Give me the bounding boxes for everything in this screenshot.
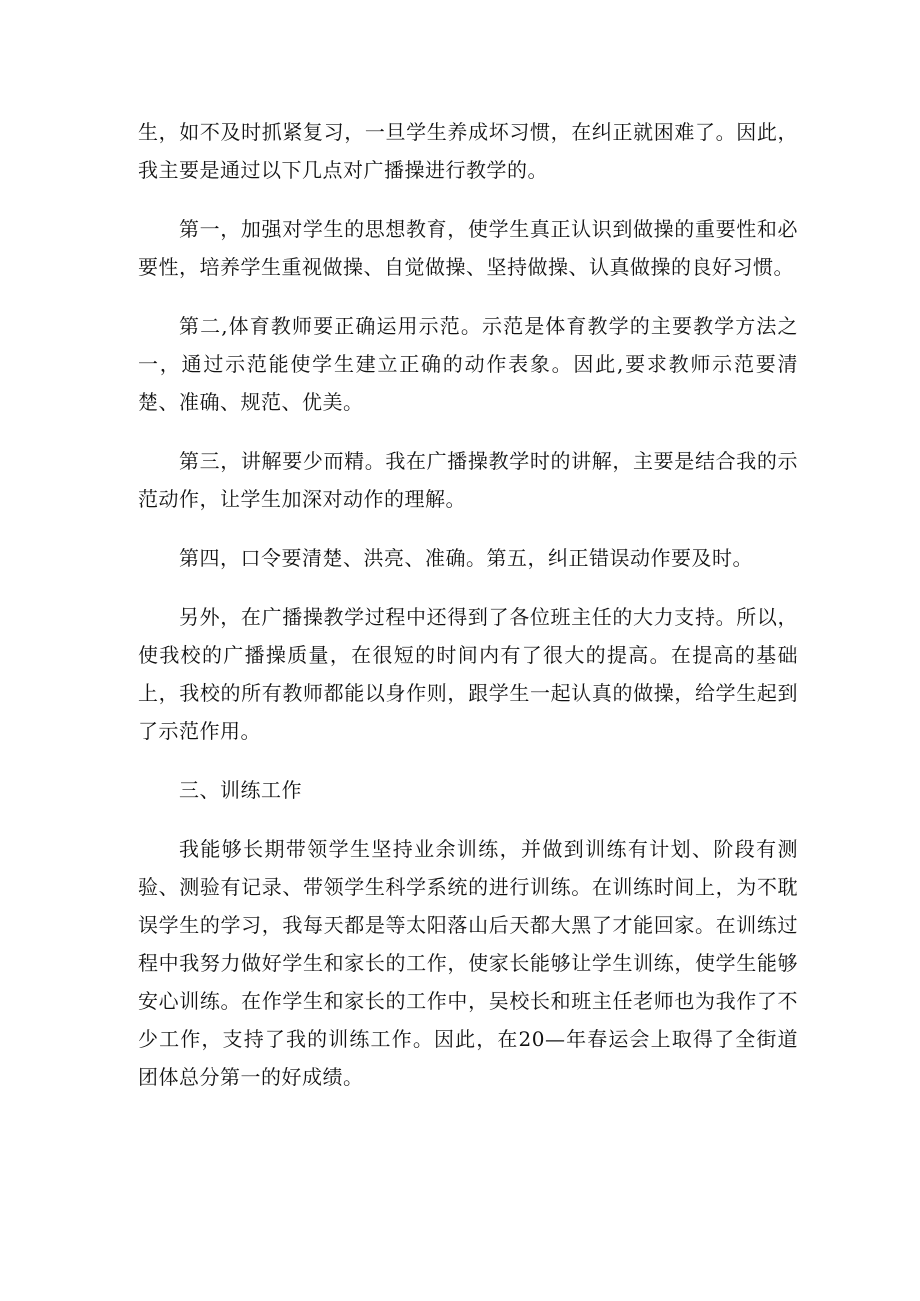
section-heading-training: 三、训练工作 [179, 778, 302, 802]
paragraph-point-two: 第二,体育教师要正确运用示范。示范是体育教学的主要教学方法之一，通过示范能使学生建立正确的动作表象。因此,要求教师示范要清楚、准确、规范、优美。 [138, 314, 798, 414]
paragraph-point-one: 第一，加强对学生的思想教育，使学生真正认识到做操的重要性和必要性，培养学生重视做操、自觉做操、坚持做操、认真做操的良好习惯。 [138, 217, 798, 279]
document-body [138, 113, 798, 1117]
paragraph-training-work: 我能够长期带领学生坚持业余训练，并做到训练有计划、阶段有测验、测验有记录、带领学生科学系统的进行训练。在训练时间上，为不耽误学生的学习，我每天都是等太阳落山后天都大黑了才能回家。在训练过程中我努力做好学生和家长的工作，使家长能够让学生训练，使学生能够安心训练。在作学生和家长的工作中，吴校长和班主任老师也为我作了不少工作，支持了我的训练工作。因此，在20—年春运会上取得了全街道团体总分第一的好成绩。 [138, 837, 798, 1089]
paragraph-point-four-five: 第四，口令要清楚、洪亮、准确。第五，纠正错误动作要及时。 [179, 546, 753, 570]
paragraph-additional-support: 另外，在广播操教学过程中还得到了各位班主任的大力支持。所以，使我校的广播操质量，在很短的时间内有了很大的提高。在提高的基础上，我校的所有教师都能以身作则，跟学生一起认真的做操，给学生起到了示范作用。 [138, 605, 798, 743]
paragraph-continuation: 生，如不及时抓紧复习，一旦学生养成坏习惯，在纠正就困难了。因此，我主要是通过以下几点对广播操进行教学的。 [138, 120, 798, 182]
paragraph-point-three: 第三，讲解要少而精。我在广播操教学时的讲解，主要是结合我的示范动作，让学生加深对动作的理解。 [138, 449, 798, 511]
